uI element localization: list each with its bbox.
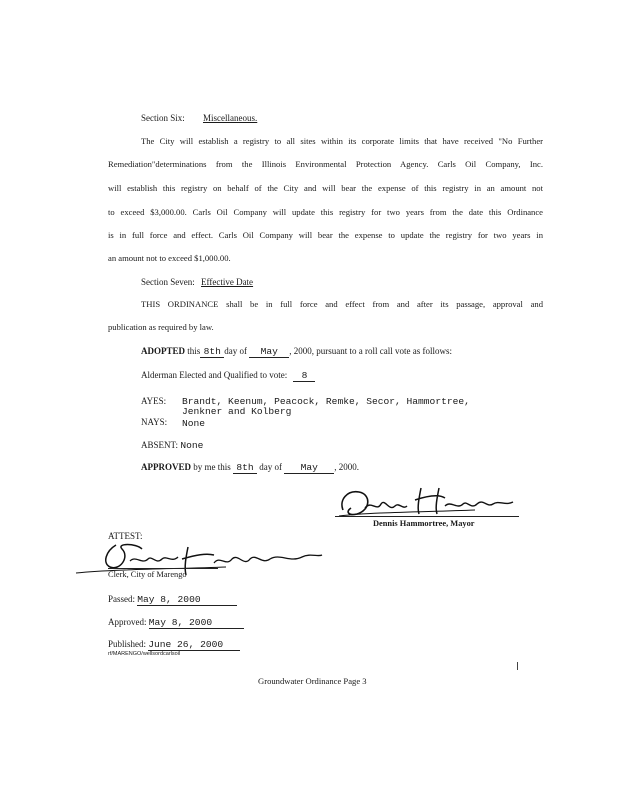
nays-value: None [182, 418, 206, 429]
ayes-label: AYES: [141, 396, 167, 406]
section-six-line: is in full force and effect. Carls Oil Company will bear the expense to update the registry for two years in [108, 230, 543, 240]
section-seven-line: publication as required by law. [108, 322, 214, 332]
section-seven-line: THIS ORDINANCE shall be in full force and effect from and after its passage, approval and [141, 299, 543, 309]
approved-day-value: 8th [233, 463, 257, 474]
approved-label: APPROVED [141, 462, 191, 472]
absent-label: ABSENT: [141, 440, 179, 450]
aldermen-label: Alderman Elected and Qualified to vote: [141, 370, 288, 380]
passed-value: May 8, 2000 [137, 595, 237, 606]
passed-line [108, 594, 237, 606]
ayes-line: Brandt, Keenum, Peacock, Remke, Secor, Hammortree, [182, 396, 470, 407]
adopted-line [141, 346, 452, 358]
published-line [108, 639, 240, 651]
aldermen-line [141, 370, 315, 382]
section-six-line: to exceed $3,000.00. Carls Oil Company will update this registry for two years from the date this Ordinance [108, 207, 543, 217]
mayor-name: Dennis Hammortree, Mayor [373, 519, 475, 528]
approved-date-label: Approved: [108, 617, 147, 627]
published-label: Published: [108, 639, 147, 649]
section-seven-heading [141, 277, 253, 287]
adopted-label: ADOPTED [141, 346, 186, 356]
aldermen-value: 8 [293, 371, 315, 382]
attest-label: ATTEST: [108, 531, 143, 541]
approved-date-value: May 8, 2000 [149, 618, 244, 629]
adopted-day-of: day of [224, 346, 248, 356]
adopted-day-value: 8th [200, 347, 224, 358]
section-six-line: an amount not to exceed $1,000.00. [108, 253, 231, 263]
published-value: June 26, 2000 [148, 640, 240, 651]
passed-label: Passed: [108, 594, 135, 604]
section-six-title: Miscellaneous. [203, 113, 258, 123]
mayor-signature-line [335, 516, 519, 517]
nays-label: NAYS: [141, 417, 168, 427]
section-six-line: Remediation"determinations from the Illinois Environmental Protection Agency. Carls Oil Company, Inc. [108, 159, 543, 169]
approved-month-value: May [284, 463, 334, 474]
section-six-line: The City will establish a registry to all sites within its corporate limits that have received "No Further [141, 136, 543, 146]
approved-by-me: by me this [193, 462, 231, 472]
approved-day-of: day of [259, 462, 282, 472]
section-seven-title: Effective Date [201, 277, 254, 287]
approved-year: , 2000. [334, 462, 359, 472]
section-six-heading [141, 113, 257, 123]
absent-line [141, 440, 203, 451]
scan-mark [517, 662, 518, 670]
section-six-line: will establish this registry on behalf of the City and will bear the expense of this registry in an amount not [108, 183, 543, 193]
adopted-month-value: May [249, 347, 289, 358]
file-reference: rf/MARENGO/wellsordcarlsoil [108, 651, 181, 657]
adopted-rest: , 2000, pursuant to a roll call vote as follows: [289, 346, 453, 356]
adopted-this: this [187, 346, 201, 356]
page-footer: Groundwater Ordinance Page 3 [258, 676, 367, 686]
section-six-label: Section Six: [141, 113, 185, 123]
approved-line [141, 462, 359, 474]
ayes-line: Jenkner and Kolberg [182, 406, 292, 417]
clerk-title: Clerk, City of Marengo [108, 570, 187, 579]
absent-value: None [180, 440, 204, 451]
approved-date-line [108, 617, 244, 629]
clerk-signature-line [108, 568, 218, 569]
section-seven-label: Section Seven: [141, 277, 195, 287]
